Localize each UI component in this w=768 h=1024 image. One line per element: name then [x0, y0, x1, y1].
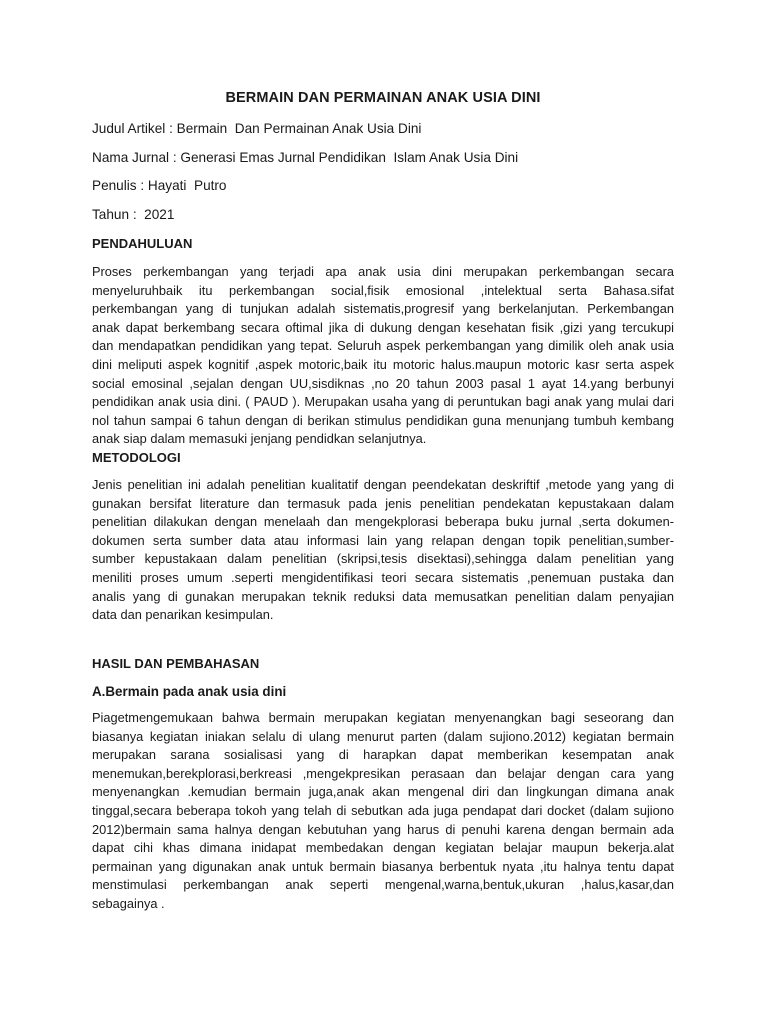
meta-journal-name: Nama Jurnal : Generasi Emas Jurnal Pendidikan Islam Anak Usia Dini: [92, 150, 519, 165]
paragraph-line: penelitian dilakukan dengan menelaah dan mengekplorasi beberapa buku jurnal ,serta dokumen-: [92, 514, 674, 530]
paragraph-line: meniliti proses umum .seperti mengidentifikasi teori secara sistematis ,penemuan pustaka dan: [92, 569, 674, 585]
paragraph-line: dini meliputi aspek kognitif ,aspek motoric,baik itu motoric halus.maupun motoric kasr serta aspek: [92, 356, 674, 372]
paragraph-line: dapat cihi khas dimana inidapat membedakan dengan kegiatan belajar maupun bekerja.alat: [92, 840, 674, 856]
paragraph-line: perkembangan yang di tunjukan adalah sistematis,progresif yang berkelanjutan. Perkembangan: [92, 301, 674, 317]
paragraph-hasil: [92, 709, 674, 914]
paragraph-line: permainan yang digunakan anak untuk bermain biasanya berbentuk nyata ,itu halnya tentu dapat: [92, 858, 674, 874]
paragraph-line: Jenis penelitian ini adalah penelitian kualitatif dengan peendekatan deskriftif ,metode yang yang di: [92, 477, 674, 492]
paragraph-line: sumber kepustakaan dalam penelitian (skripsi,tesis disektasi),sehingga dalam penelitian yang: [92, 551, 674, 567]
paragraph-metodologi: [92, 476, 674, 625]
paragraph-line: menyeluruhbaik itu perkembangan social,fisik emosional ,intelektual serta Bahasa.sifat: [92, 282, 674, 298]
subheading-bermain: A.Bermain pada anak usia dini: [92, 684, 287, 699]
paragraph-line: anak dapat berkembang secara oftimal jika di dukung dengan kesehatan fisik ,gizi yang tercukupi: [92, 319, 674, 335]
paragraph-line: menemukan,berekplorasi,berkreasi ,mengekpresikan perasaan dan belajar dengan cara yang: [92, 765, 674, 781]
paragraph-line: biasanya kegiatan iniakan selalu di ulang menurut parten (dalam sujiono.2012) kegiatan bermain: [92, 728, 674, 744]
paragraph-line: pendidikan anak usia dini. ( PAUD ). Merupakan usaha yang di peruntukan bagi anak yang mulai dari: [92, 394, 674, 410]
paragraph-line: dan mendapatkan pendidikan yang tepat. Seluruh aspek perkembangan yang dimilik oleh anak usia: [92, 338, 674, 354]
meta-year: Tahun : 2021: [92, 207, 175, 222]
meta-author: Penulis : Hayati Putro: [92, 178, 227, 193]
meta-article-title: Judul Artikel : Bermain Dan Permainan Anak Usia Dini: [92, 121, 422, 136]
paragraph-line: nol tahun sampai 6 tahun dengan di berikan stimulus pendidikan guna menunjang tumbuh kembang: [92, 412, 674, 428]
section-heading-hasil: HASIL DAN PEMBAHASAN: [92, 656, 260, 671]
paragraph-line: dokumen serta sumber data atau informasi lain yang relapan dengan topik penelitian,sumber-: [92, 532, 674, 548]
paragraph-line: analis yang di gunakan merupakan teknik reduksi data memusatkan penelitian dalam penyajian: [92, 588, 674, 604]
paragraph-line: sebagainya .: [92, 895, 165, 911]
paragraph-line: merupakan sarana sosialisasi yang di harapkan dapat memberikan kesempatan anak: [92, 747, 674, 763]
paragraph-line: Piagetmengemukaan bahwa bermain merupakan kegiatan menyenangkan bagi seseorang dan: [92, 710, 674, 725]
paragraph-line: menstimulasi perkembangan anak seperti mengenal,warna,bentuk,ukuran ,halus,kasar,dan: [92, 877, 674, 893]
section-heading-pendahuluan: PENDAHULUAN: [92, 236, 193, 251]
paragraph-line: social emosinal ,sejalan dengan UU,sisdiknas ,no 20 tahun 2003 pasal 1 ayat 14.yang berbunyi: [92, 375, 674, 391]
section-heading-metodologi: METODOLOGI: [92, 450, 181, 465]
paragraph-line: gunakan bersifat literature dan termasuk pada jenis penelitian pendekatan kepustakaan dalam: [92, 495, 674, 511]
document-title: BERMAIN DAN PERMAINAN ANAK USIA DINI: [225, 90, 541, 106]
paragraph-line: data dan penarikan kesimpulan.: [92, 607, 274, 623]
paragraph-line: 2012)bermain sama halnya dengan kebutuhan yang harus di penuhi karena dengan bermain ada: [92, 821, 674, 837]
paragraph-line: tinggal,secara beberapa tokoh yang telah di sebutkan ada juga pendapat dari docket (dalam sujiono: [92, 802, 674, 818]
paragraph-line: Proses perkembangan yang terjadi apa anak usia dini merupakan perkembangan secara: [92, 264, 674, 279]
paragraph-line: menyenangkan .kemudian bermain juga,anak akan mengenal diri dan lingkungan dimana anak: [92, 784, 674, 800]
paragraph-line: anak siap dalam memasuki jenjang pendidkan selanjutnya.: [92, 431, 427, 447]
paragraph-pendahuluan: [92, 263, 674, 449]
